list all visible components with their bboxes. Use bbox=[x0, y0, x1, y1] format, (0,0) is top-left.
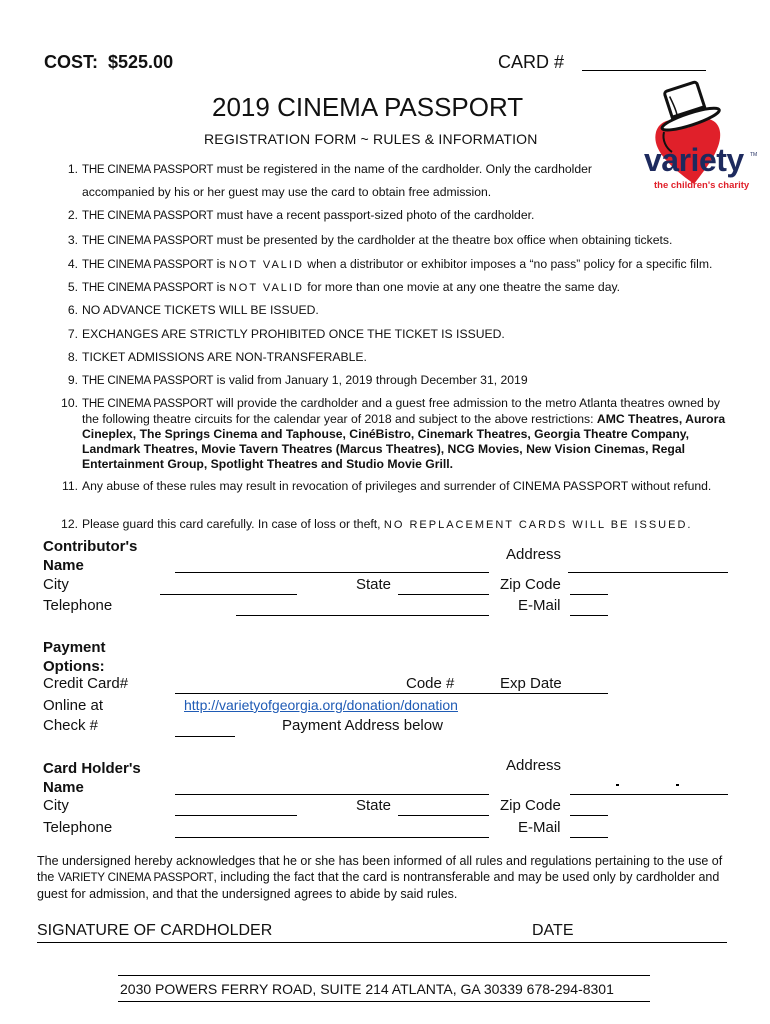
cardholder-email-field[interactable] bbox=[570, 837, 608, 838]
cardholder-telephone-label: Telephone bbox=[43, 819, 113, 836]
cost-value: $525.00 bbox=[108, 52, 174, 72]
cardholder-state-label: State bbox=[356, 797, 392, 814]
address-dash-mark bbox=[676, 784, 679, 786]
credit-card-field[interactable] bbox=[175, 693, 608, 694]
online-label: Online at bbox=[43, 697, 104, 714]
contributor-telephone-label: Telephone bbox=[43, 597, 113, 614]
cardholder-address-field[interactable] bbox=[570, 794, 728, 795]
contributor-email-field[interactable] bbox=[570, 615, 608, 616]
trademark-mark: TM bbox=[750, 152, 758, 158]
code-label: Code # bbox=[406, 675, 455, 692]
page-title: 2019 CINEMA PASSPORT bbox=[212, 92, 524, 122]
check-number-field[interactable] bbox=[175, 736, 235, 737]
contributor-zip-label: Zip Code bbox=[500, 576, 561, 593]
cardholder-city-field[interactable] bbox=[175, 815, 297, 816]
contributor-address-label: Address bbox=[506, 546, 562, 563]
contributor-address-field[interactable] bbox=[568, 572, 728, 573]
credit-card-label: Credit Card# bbox=[43, 675, 129, 692]
footer-top-rule bbox=[118, 975, 650, 976]
cardholder-telephone-field[interactable] bbox=[175, 837, 489, 838]
variety-wordmark: variety bbox=[644, 142, 744, 178]
payment-address-note: Payment Address below bbox=[282, 717, 443, 734]
contributor-state-label: State bbox=[356, 576, 392, 593]
cost-label: COST: $525.00 bbox=[44, 52, 174, 72]
cardholder-zip-field[interactable] bbox=[570, 815, 608, 816]
date-label: DATE bbox=[532, 922, 574, 939]
cardholder-city-label: City bbox=[43, 797, 69, 814]
payment-heading: Payment Options: bbox=[43, 639, 106, 675]
footer-address: 2030 POWERS FERRY ROAD, SUITE 214 ATLANTA, GA 30339 678-294-8301 bbox=[120, 981, 614, 997]
cardholder-state-field[interactable] bbox=[398, 815, 489, 816]
page-subtitle: REGISTRATION FORM ~ RULES & INFORMATION bbox=[204, 131, 538, 147]
address-dash-mark bbox=[616, 784, 619, 786]
variety-logo bbox=[636, 78, 764, 201]
cardholder-address-label: Address bbox=[506, 757, 562, 774]
signature-label: SIGNATURE OF CARDHOLDER bbox=[37, 922, 273, 939]
cardholder-zip-label: Zip Code bbox=[500, 797, 561, 814]
contributor-telephone-field[interactable] bbox=[236, 615, 489, 616]
contributor-heading: Contributor's Name bbox=[43, 538, 138, 574]
cardholder-email-label: E-Mail bbox=[518, 819, 561, 836]
exp-date-label: Exp Date bbox=[500, 675, 562, 692]
signature-line[interactable] bbox=[37, 942, 727, 943]
contributor-state-field[interactable] bbox=[398, 594, 489, 595]
card-number-label: CARD # bbox=[498, 52, 565, 72]
variety-tagline: the children's charity bbox=[654, 180, 750, 191]
contributor-email-label: E-Mail bbox=[518, 597, 561, 614]
footer-bottom-rule bbox=[118, 1001, 650, 1002]
acknowledgement-text: The undersigned hereby acknowledges that he or she has been informed of all rules and regulations pertaining to the use of the VARIETY CINEMA PASSPORT, including the fact that the card is nontransferable and may be used only by cardholder and guest for admission, and that the undersigned agrees to abide by said rules. bbox=[37, 854, 723, 901]
check-label: Check # bbox=[43, 717, 99, 734]
cardholder-heading: Card Holder's Name bbox=[43, 760, 141, 796]
donation-link[interactable]: http://varietyofgeorgia.org/donation/donation bbox=[184, 697, 458, 713]
contributor-name-field[interactable] bbox=[175, 572, 489, 573]
card-number-field[interactable] bbox=[582, 70, 706, 71]
contributor-city-label: City bbox=[43, 576, 69, 593]
contributor-city-field[interactable] bbox=[160, 594, 297, 595]
cardholder-name-field[interactable] bbox=[175, 794, 489, 795]
contributor-zip-field[interactable] bbox=[570, 594, 608, 595]
